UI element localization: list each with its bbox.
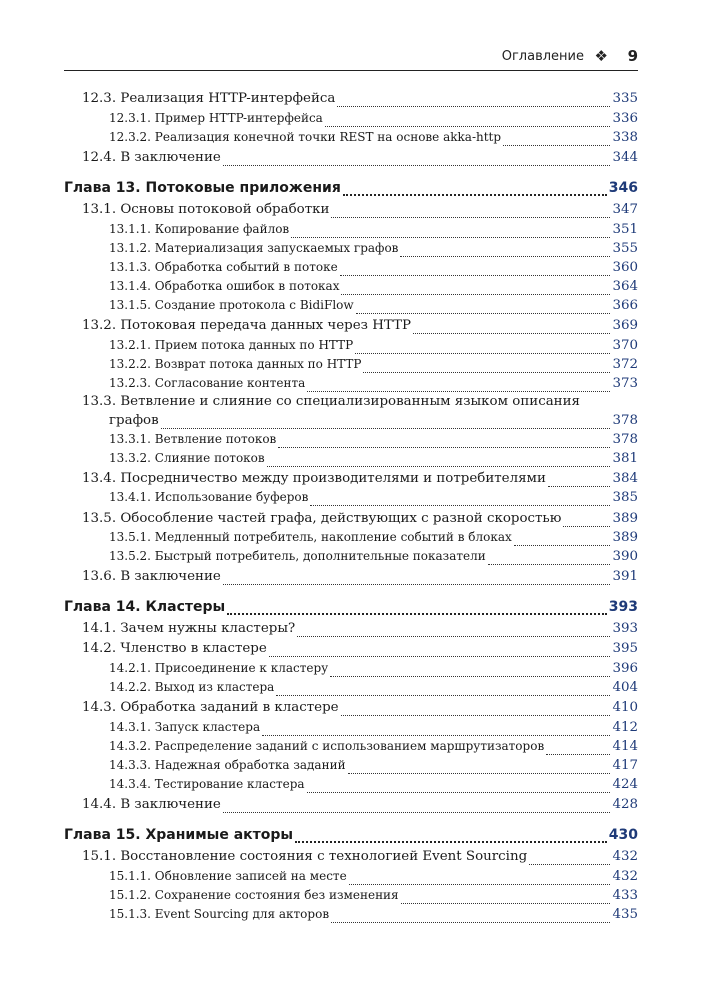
dot-leader: [363, 371, 610, 373]
toc-entry-page[interactable]: 370: [612, 338, 638, 353]
dot-leader: [348, 772, 611, 774]
toc-entry-page[interactable]: 381: [612, 451, 638, 466]
toc-entry-title: 13.6. В заключение: [82, 569, 221, 584]
toc-entry-page[interactable]: 424: [612, 777, 638, 792]
toc-entry-title: 13.1.3. Обработка событий в потоке: [109, 260, 338, 274]
dot-leader: [503, 144, 610, 146]
toc-entry-page[interactable]: 430: [608, 827, 638, 843]
toc-entry-subsection[interactable]: [109, 451, 638, 471]
toc-entry-subsection[interactable]: [109, 739, 638, 759]
toc-entry-title: 14.3. Обработка заданий в кластере: [82, 700, 339, 715]
dot-leader: [563, 525, 610, 527]
toc-entry-page[interactable]: 347: [612, 202, 638, 217]
toc-entry-title: 13.4.1. Использование буферов: [109, 490, 309, 504]
dot-leader: [488, 563, 611, 565]
running-header: [64, 46, 638, 71]
toc-entry-title: 12.3.1. Пример HTTP-интерфейса: [109, 111, 323, 125]
toc-entry-subsection[interactable]: [109, 661, 638, 681]
toc-entry-title-continuation: графов: [109, 413, 159, 428]
dot-leader: [331, 216, 610, 218]
toc-entry-section[interactable]: [82, 202, 638, 222]
toc-entry-page[interactable]: 344: [612, 150, 638, 165]
toc-entry-section[interactable]: [82, 569, 638, 589]
toc-entry-page[interactable]: 432: [612, 849, 638, 864]
toc-entry-section[interactable]: [82, 797, 638, 817]
toc-entry-title: 13.1.4. Обработка ошибок в потоках: [109, 279, 340, 293]
toc-entry-page[interactable]: 346: [608, 180, 638, 196]
dot-leader: [291, 236, 610, 238]
dot-leader: [278, 446, 610, 448]
toc-entry-title: 15.1.1. Обновление записей на месте: [109, 869, 347, 883]
toc-entry-page[interactable]: 395: [612, 641, 638, 656]
toc-entry-section[interactable]: [82, 471, 638, 491]
toc-entry-page[interactable]: 417: [612, 758, 638, 773]
toc-entry-section[interactable]: [82, 91, 638, 111]
toc-entry-title: 15.1.2. Сохранение состояния без изменения: [109, 888, 399, 902]
toc-entry-section[interactable]: [82, 700, 638, 720]
toc-entry-subsection[interactable]: [109, 432, 638, 452]
toc-entry-title: Глава 14. Кластеры: [64, 599, 226, 615]
toc-entry-section[interactable]: [82, 150, 638, 170]
toc-entry-title: 14.1. Зачем нужны кластеры?: [82, 621, 296, 636]
toc-entry-title: Глава 13. Потоковые приложения: [64, 180, 341, 196]
dot-leader: [295, 840, 607, 843]
toc-entry-subsection[interactable]: [109, 111, 638, 131]
toc-entry-page[interactable]: 335: [612, 91, 638, 106]
toc-entry-subsection[interactable]: [109, 680, 638, 700]
dot-leader: [330, 675, 610, 677]
dot-leader: [331, 921, 610, 923]
toc-entry-page[interactable]: 378: [612, 413, 638, 428]
toc-entry-page[interactable]: 432: [612, 869, 638, 884]
dot-leader: [307, 390, 610, 392]
toc-entry-chapter[interactable]: [64, 827, 638, 847]
dot-leader: [161, 427, 611, 429]
toc-entry-subsection[interactable]: [109, 241, 638, 261]
toc-entry-subsection[interactable]: [109, 357, 638, 377]
dot-leader: [227, 612, 607, 615]
dot-leader: [262, 734, 610, 736]
dot-leader: [276, 694, 610, 696]
toc-entry-subsection[interactable]: [109, 907, 638, 927]
toc-entry-title: 13.3.1. Ветвление потоков: [109, 432, 277, 446]
toc-entry-subsection[interactable]: [109, 888, 638, 908]
toc-entry-title: 13.5.2. Быстрый потребитель, дополнительные показатели: [109, 549, 486, 563]
toc-entry-title: 13.1. Основы потоковой обработки: [82, 202, 330, 217]
dot-leader: [340, 274, 611, 276]
dot-leader: [349, 883, 611, 885]
toc-entry-title: 13.5. Обособление частей графа, действующих с разной скоростью: [82, 511, 562, 526]
dot-leader: [413, 332, 610, 334]
toc-entry-subsection[interactable]: [109, 758, 638, 778]
toc-entry-subsection[interactable]: [109, 376, 638, 396]
toc-entry-section[interactable]: [82, 621, 638, 641]
toc-entry-title: 14.2. Членство в кластере: [82, 641, 267, 656]
toc-entry-subsection[interactable]: [109, 260, 638, 280]
toc-entry-page[interactable]: 385: [612, 490, 638, 505]
toc-entry-title: 13.5.1. Медленный потребитель, накопление событий в блоках: [109, 530, 512, 544]
dot-leader: [546, 753, 610, 755]
toc-entry-page[interactable]: 393: [608, 599, 638, 615]
dot-leader: [341, 293, 610, 295]
toc-entry-subsection[interactable]: [109, 530, 638, 550]
toc-entry-title-line1[interactable]: 13.3. Ветвление и слияние со специализированным языком описания: [82, 394, 580, 409]
toc-entry-title: 13.4. Посредничество между производителями и потребителями: [82, 471, 546, 486]
toc-entry-page[interactable]: 360: [612, 260, 638, 275]
dot-leader: [401, 902, 611, 904]
toc-entry-title: 14.3.1. Запуск кластера: [109, 720, 261, 734]
toc-entry-title: 14.3.4. Тестирование кластера: [109, 777, 305, 791]
toc-entry-title: 13.2. Потоковая передача данных через HTTP: [82, 318, 412, 333]
toc-entry-title: 13.1.2. Материализация запускаемых графов: [109, 241, 399, 255]
toc-entry-subsection[interactable]: [109, 338, 638, 358]
running-header-title: Оглавление: [501, 49, 584, 64]
toc-entry-subsection[interactable]: [109, 720, 638, 740]
dot-leader: [269, 655, 611, 657]
toc-entry-title: 14.2.2. Выход из кластера: [109, 680, 275, 694]
dot-leader: [529, 863, 610, 865]
toc-entry-title: 13.2.3. Согласование контента: [109, 376, 306, 390]
toc-entry-subsection[interactable]: [109, 279, 638, 299]
dot-leader: [223, 811, 611, 813]
toc-entry-chapter[interactable]: [64, 180, 638, 200]
toc-entry-page[interactable]: 378: [612, 432, 638, 447]
toc-entry-subsection[interactable]: [109, 869, 638, 889]
toc-entry-page[interactable]: 428: [612, 797, 638, 812]
toc-entry-subsection[interactable]: [109, 549, 638, 569]
toc-entry-subsection[interactable]: [109, 777, 638, 797]
dot-leader: [548, 485, 611, 487]
toc-entry-page[interactable]: 338: [612, 130, 638, 145]
toc-entry-page[interactable]: 390: [612, 549, 638, 564]
dot-leader: [310, 504, 610, 506]
toc-entry-title: 14.3.2. Распределение заданий с использованием маршрутизаторов: [109, 739, 545, 753]
toc-entry-title: 14.4. В заключение: [82, 797, 221, 812]
toc-entry-page[interactable]: 393: [612, 621, 638, 636]
dot-leader: [355, 352, 610, 354]
toc-entry-page[interactable]: 384: [612, 471, 638, 486]
toc-entry-title: 14.3.3. Надежная обработка заданий: [109, 758, 346, 772]
toc-entry-title: 12.3. Реализация HTTP-интерфейса: [82, 91, 336, 106]
toc-entry-section[interactable]: [82, 318, 638, 338]
toc-entry-page[interactable]: 412: [612, 720, 638, 735]
ornament-icon: ❖: [594, 47, 608, 65]
toc-entry-title: 15.1.3. Event Sourcing для акторов: [109, 907, 330, 921]
toc-entry-subsection[interactable]: [109, 298, 638, 318]
toc-entry-title: 13.2.2. Возврат потока данных по HTTP: [109, 357, 362, 371]
toc-entry-title: 13.3.2. Слияние потоков: [109, 451, 265, 465]
toc-entry-page[interactable]: 410: [612, 700, 638, 715]
dot-leader: [297, 635, 610, 637]
toc-entry-page[interactable]: 396: [612, 661, 638, 676]
toc-entry-page[interactable]: 372: [612, 357, 638, 372]
toc-entry-page[interactable]: 404: [612, 680, 638, 695]
dot-leader: [400, 255, 610, 257]
toc-entry-section[interactable]: [82, 849, 638, 869]
dot-leader: [325, 125, 611, 127]
toc-entry-title: 12.4. В заключение: [82, 150, 221, 165]
toc-entry-page[interactable]: 433: [612, 888, 638, 903]
toc-entry-subsection[interactable]: [109, 490, 638, 510]
toc-entry-page[interactable]: 389: [612, 530, 638, 545]
toc-entry-title: 13.1.5. Создание протокола с BidiFlow: [109, 298, 354, 312]
toc-entry-page[interactable]: 373: [612, 376, 638, 391]
dot-leader: [223, 164, 611, 166]
toc-entry-subsection[interactable]: [109, 130, 638, 150]
dot-leader: [356, 312, 611, 314]
dot-leader: [341, 714, 611, 716]
toc-entry-page[interactable]: 391: [612, 569, 638, 584]
dot-leader: [307, 791, 611, 793]
toc-entry-section[interactable]: [109, 413, 638, 433]
toc-entry-section[interactable]: [82, 511, 638, 531]
toc-entry-subsection[interactable]: [109, 222, 638, 242]
toc-entry-page[interactable]: 355: [612, 241, 638, 256]
toc-entry-page[interactable]: 364: [612, 279, 638, 294]
dot-leader: [343, 193, 607, 196]
toc-entry-title: 15.1. Восстановление состояния с технологией Event Sourcing: [82, 849, 528, 864]
toc-entry-title: 14.2.1. Присоединение к кластеру: [109, 661, 329, 675]
toc-entry-page[interactable]: 389: [612, 511, 638, 526]
toc-entry-chapter[interactable]: [64, 599, 638, 619]
toc-entry-page[interactable]: 435: [612, 907, 638, 922]
toc-entry-page[interactable]: 414: [612, 739, 638, 754]
dot-leader: [223, 583, 611, 585]
toc-entry-page[interactable]: 369: [612, 318, 638, 333]
dot-leader: [514, 544, 611, 546]
toc-entry-page[interactable]: 351: [612, 222, 638, 237]
dot-leader: [337, 105, 610, 107]
page-number: 9: [627, 47, 638, 65]
toc-entry-section[interactable]: [82, 641, 638, 661]
toc-entry-page[interactable]: 336: [612, 111, 638, 126]
toc-entry-title: 13.1.1. Копирование файлов: [109, 222, 290, 236]
dot-leader: [267, 465, 611, 467]
toc-entry-page[interactable]: 366: [612, 298, 638, 313]
toc-entry-title: 13.2.1. Прием потока данных по HTTP: [109, 338, 354, 352]
toc-entry-title: 12.3.2. Реализация конечной точки REST на основе akka-http: [109, 130, 502, 144]
toc-entry-title: Глава 15. Хранимые акторы: [64, 827, 294, 843]
